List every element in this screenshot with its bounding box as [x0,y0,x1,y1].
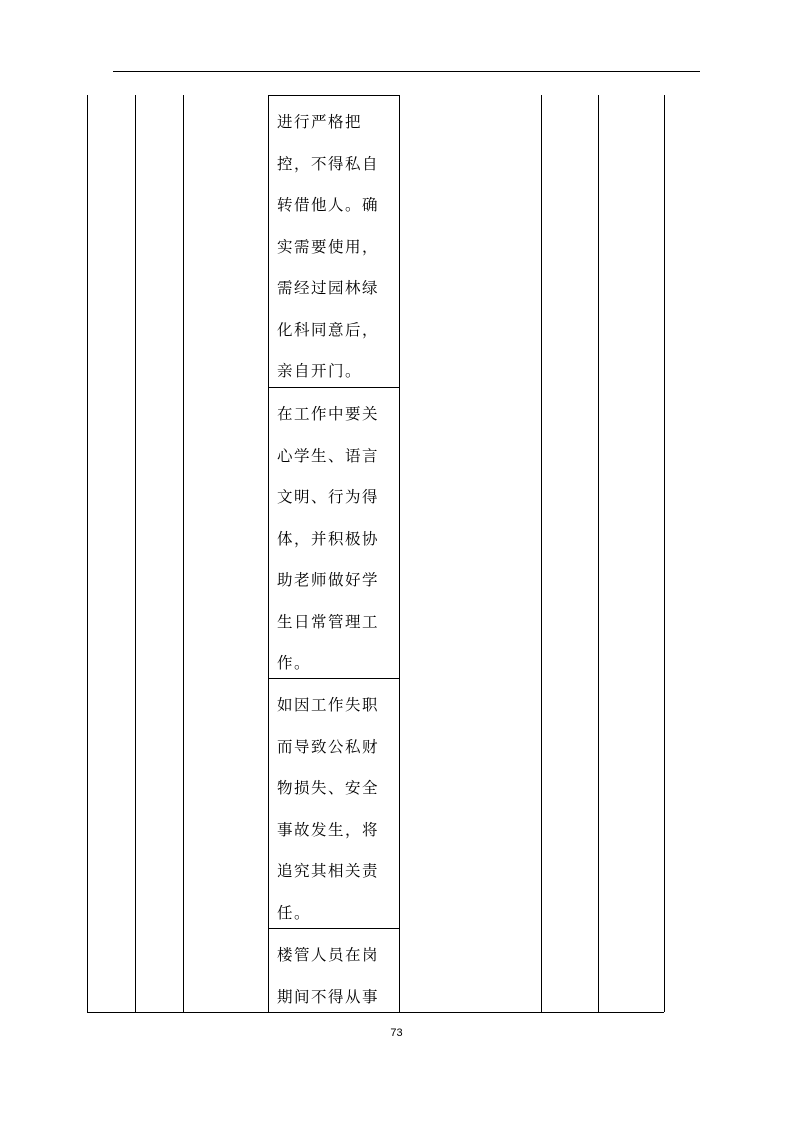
text-cell [268,928,400,1012]
cell-line: 生日常管理工 [277,612,380,631]
table-line [598,95,599,1012]
cell-line: 文明、行为得 [277,488,380,506]
cell-line: 需经过园林绿 [277,279,380,297]
cell-line: 任。 [277,903,312,922]
cell-line: 物损失、安全 [277,779,380,797]
cell-line: 期间不得从事 [277,987,380,1006]
cell-line: 在工作中要关 [277,405,380,423]
cell-line: 控，不得私自 [277,154,380,173]
table-line [541,95,542,1012]
table-line [183,95,184,1012]
header-rule [113,71,700,72]
text-cell [268,387,400,678]
table-line [135,95,136,1012]
cell-line: 如因工作失职 [277,696,380,714]
cell-line: 体，并积极协 [277,529,380,548]
cell-line: 作。 [277,654,312,672]
text-cell [268,678,400,928]
cell-line: 心学生、语言 [277,446,380,465]
table-line [664,95,665,1012]
cell-line: 亲自开门。 [277,362,363,380]
cell-line: 而导致公私财 [277,737,380,756]
cell-line: 实需要使用， [277,237,380,256]
cell-line: 转借他人。确 [277,196,380,214]
cell-line: 事故发生，将 [277,820,380,839]
page-number: 73 [390,1027,403,1039]
table-line [87,95,88,1012]
cell-line: 化科同意后， [277,320,380,339]
cell-line: 楼管人员在岗 [277,946,380,964]
cell-line: 助老师做好学 [277,571,380,589]
cell-line: 进行严格把 [277,113,363,131]
text-cell [268,95,400,387]
cell-line: 追究其相关责 [277,862,380,880]
